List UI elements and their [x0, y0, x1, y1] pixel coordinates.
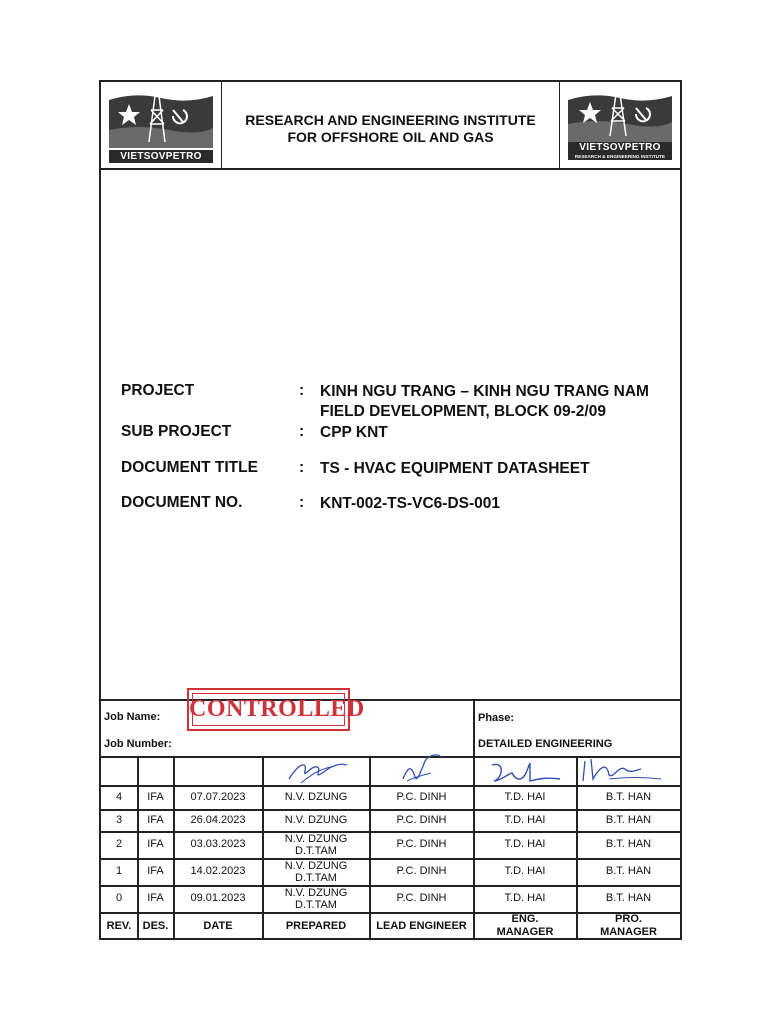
revision-cell-pro: B.T. HAN	[605, 813, 652, 826]
header-pro-manager	[577, 912, 680, 940]
revision-cell-prepared	[263, 885, 369, 912]
revision-cell-des: IFA	[147, 790, 164, 803]
project-value	[320, 382, 649, 422]
header-pro-line2: MANAGER	[600, 926, 657, 938]
prepared-line1: N.V. DZUNG	[284, 814, 348, 826]
revision-cell-prepared	[263, 785, 369, 809]
revision-cell-rev: 0	[115, 892, 123, 904]
revision-cell-lead: P.C. DINH	[396, 838, 447, 850]
header-des: DES.	[142, 919, 169, 932]
job-name-label: Job Name:	[104, 711, 161, 723]
header-prepared: PREPARED	[285, 919, 347, 932]
logo-right-text: VIETSOVPETRO	[568, 142, 672, 154]
revision-cell-date: 07.07.2023	[190, 790, 246, 803]
revision-cell-eng: T.D. HAI	[504, 838, 546, 850]
signature-icon	[281, 759, 361, 785]
prepared-line2: D.T.TAM	[295, 871, 337, 884]
header-eng-line2: MANAGER	[496, 926, 554, 938]
organization-title-line1: RESEARCH AND ENGINEERING INSTITUTE	[245, 112, 536, 128]
organization-title-line2: FOR OFFSHORE OIL AND GAS	[287, 129, 494, 145]
revision-cell-rev: 4	[115, 790, 123, 803]
revision-block	[101, 699, 680, 940]
revision-cell-lead: P.C. DINH	[396, 790, 447, 803]
revision-cell-prepared	[263, 831, 369, 858]
document-number-label: DOCUMENT NO.	[121, 494, 243, 511]
header-date: DATE	[203, 919, 233, 932]
prepared-line1: N.V. DZUNG	[284, 832, 348, 845]
prepared-line1: N.V. DZUNG	[284, 886, 348, 899]
revision-cell-lead: P.C. DINH	[396, 813, 447, 826]
revision-cell-des: IFA	[147, 865, 164, 877]
revision-cell-pro: B.T. HAN	[605, 892, 652, 904]
project-colon: :	[299, 382, 305, 399]
revision-cell-eng: T.D. HAI	[504, 892, 546, 904]
revision-cell-des: IFA	[147, 892, 164, 904]
subproject-colon: :	[299, 423, 305, 440]
vietsovpetro-logo-icon	[109, 90, 213, 150]
document-frame	[99, 80, 682, 940]
prepared-line1: N.V. DZUNG	[284, 859, 348, 872]
subproject-label: SUB PROJECT	[121, 423, 232, 440]
revision-cell-date: 14.02.2023	[190, 865, 246, 877]
document-number-value: KNT-002-TS-VC6-DS-001	[320, 495, 501, 512]
signature-icon	[486, 759, 566, 787]
controlled-stamp	[187, 688, 365, 731]
prepared-line1: N.V. DZUNG	[284, 791, 348, 803]
phase-label: Phase:	[478, 712, 515, 724]
logo-right-subtext: RESEARCH & ENGINEERING INSTITUTE	[568, 154, 672, 160]
revision-cell-prepared	[263, 858, 369, 885]
revision-cell-date: 03.03.2023	[190, 838, 246, 850]
revision-cell-lead: P.C. DINH	[396, 865, 447, 877]
revision-cell-des: IFA	[147, 838, 164, 850]
table-divider	[473, 701, 475, 756]
revision-cell-pro: B.T. HAN	[605, 790, 652, 803]
revision-cell-pro: B.T. HAN	[605, 865, 652, 877]
revision-cell-prepared	[263, 809, 369, 831]
job-number-label: Job Number:	[104, 738, 172, 750]
logo-left-text: VIETSOVPETRO	[109, 150, 213, 163]
subproject-value: CPP KNT	[320, 424, 388, 441]
revision-cell-eng: T.D. HAI	[504, 865, 546, 877]
prepared-line2: D.T.TAM	[295, 844, 337, 857]
prepared-line2: D.T.TAM	[295, 898, 337, 911]
header-eng-line1: ENG.	[511, 913, 539, 925]
signature-icon	[579, 755, 669, 787]
phase-value: DETAILED ENGINEERING	[478, 738, 613, 750]
revision-cell-rev: 2	[115, 838, 123, 850]
project-value-line2: FIELD DEVELOPMENT, BLOCK 09-2/09	[320, 403, 606, 420]
logo-right	[559, 82, 680, 168]
revision-cell-date: 09.01.2023	[190, 892, 246, 904]
logo-left	[101, 82, 222, 168]
revision-cell-des: IFA	[147, 813, 164, 826]
revision-cell-eng: T.D. HAI	[504, 790, 546, 803]
header-rev: REV.	[106, 919, 132, 932]
revision-cell-date: 26.04.2023	[190, 813, 246, 826]
header-pro-line1: PRO.	[615, 913, 642, 925]
document-title-colon: :	[299, 459, 305, 476]
signature-icon	[393, 751, 453, 785]
document-title-label: DOCUMENT TITLE	[121, 459, 258, 476]
vietsovpetro-logo-icon	[568, 90, 672, 142]
document-title-value: TS - HVAC EQUIPMENT DATASHEET	[320, 460, 590, 477]
revision-cell-lead: P.C. DINH	[396, 892, 447, 904]
project-label: PROJECT	[121, 382, 195, 399]
header-eng-manager	[474, 912, 576, 940]
revision-cell-rev: 1	[115, 865, 123, 877]
organization-title	[222, 112, 559, 146]
header-lead-engineer: LEAD ENGINEER	[376, 919, 467, 932]
stamp-text: CONTROLLED	[189, 696, 365, 722]
revision-cell-pro: B.T. HAN	[605, 838, 652, 850]
project-value-line1: KINH NGU TRANG – KINH NGU TRANG NAM	[320, 383, 649, 400]
revision-cell-rev: 3	[115, 813, 123, 826]
revision-cell-eng: T.D. HAI	[504, 813, 546, 826]
document-number-colon: :	[299, 494, 305, 511]
document-header	[101, 82, 680, 170]
